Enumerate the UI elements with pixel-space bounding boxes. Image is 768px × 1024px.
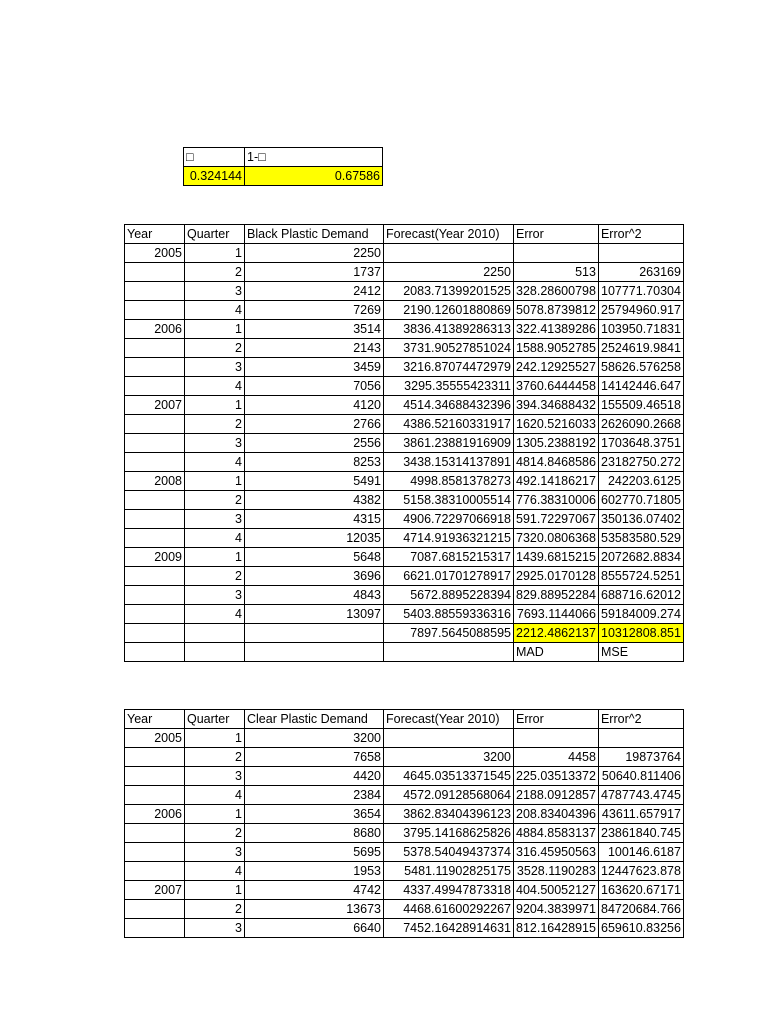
black-cell-demand[interactable]: 2766 [245, 415, 384, 434]
black-summary-empty-3[interactable] [245, 624, 384, 643]
black-cell-year[interactable] [125, 339, 185, 358]
mad-value-cell[interactable]: 2212.4862137 [514, 624, 599, 643]
black-cell-error[interactable]: 1439.6815215 [514, 548, 599, 567]
black-cell-year[interactable]: 2007 [125, 396, 185, 415]
clear-cell-year[interactable] [125, 748, 185, 767]
mad-label-cell[interactable]: MAD [514, 643, 599, 662]
black-cell-year[interactable]: 2008 [125, 472, 185, 491]
black-cell-year[interactable] [125, 529, 185, 548]
table-row [125, 415, 684, 434]
clear-cell-quarter[interactable]: 2 [185, 900, 245, 919]
black-cell-forecast[interactable]: 7087.6815215317 [384, 548, 514, 567]
clear-cell-error[interactable]: 2188.0912857 [514, 786, 599, 805]
black-cell-error[interactable]: 776.38310006 [514, 491, 599, 510]
black-cell-year[interactable] [125, 586, 185, 605]
black-cell-forecast[interactable]: 4714.91936321215 [384, 529, 514, 548]
clear-header-demand[interactable]: Clear Plastic Demand [245, 710, 384, 729]
black-cell-error-squared[interactable]: 107771.70304 [598, 282, 683, 301]
table-row [125, 881, 684, 900]
black-cell-demand[interactable]: 3459 [245, 358, 384, 377]
black-cell-quarter[interactable]: 2 [185, 567, 245, 586]
black-cell-quarter[interactable]: 1 [185, 472, 245, 491]
clear-cell-forecast[interactable]: 5378.54049437374 [384, 843, 514, 862]
clear-plastic-table [124, 709, 684, 938]
clear-cell-demand[interactable]: 7658 [245, 748, 384, 767]
black-cell-year[interactable]: 2006 [125, 320, 185, 339]
black-cell-demand[interactable]: 1737 [245, 263, 384, 282]
black-header-error[interactable]: Error [514, 225, 599, 244]
clear-cell-error-squared[interactable]: 84720684.766 [598, 900, 683, 919]
black-cell-demand[interactable]: 5491 [245, 472, 384, 491]
black-cell-error-squared[interactable]: 350136.07402 [598, 510, 683, 529]
clear-header-year[interactable]: Year [125, 710, 185, 729]
table-row [125, 244, 684, 263]
black-cell-year[interactable] [125, 377, 185, 396]
black-cell-quarter[interactable]: 2 [185, 491, 245, 510]
black-cell-error[interactable]: 7693.1144066 [514, 605, 599, 624]
black-cell-error[interactable]: 2925.0170128 [514, 567, 599, 586]
black-cell-error[interactable]: 242.12925527 [514, 358, 599, 377]
black-cell-error-squared[interactable]: 23182750.272 [598, 453, 683, 472]
black-cell-forecast[interactable] [384, 244, 514, 263]
black-cell-demand[interactable]: 2250 [245, 244, 384, 263]
table-row [125, 805, 684, 824]
black-cell-error[interactable]: 829.88952284 [514, 586, 599, 605]
clear-cell-quarter[interactable]: 4 [185, 862, 245, 881]
black-cell-year[interactable] [125, 358, 185, 377]
clear-cell-year[interactable]: 2005 [125, 729, 185, 748]
black-cell-year[interactable] [125, 434, 185, 453]
clear-cell-error-squared[interactable]: 19873764 [598, 748, 683, 767]
table-row [125, 396, 684, 415]
clear-cell-error[interactable]: 404.50052127 [514, 881, 599, 900]
table-row [125, 339, 684, 358]
table-row [125, 510, 684, 529]
black-label-empty-1[interactable] [125, 643, 185, 662]
black-cell-error[interactable]: 1620.5216033 [514, 415, 599, 434]
clear-cell-error-squared[interactable]: 50640.811406 [598, 767, 683, 786]
black-cell-demand[interactable]: 4120 [245, 396, 384, 415]
table-row [125, 843, 684, 862]
black-cell-quarter[interactable]: 2 [185, 263, 245, 282]
clear-cell-error[interactable]: 812.16428915 [514, 919, 599, 938]
next-forecast-cell[interactable]: 7897.5645088595 [384, 624, 514, 643]
black-cell-error-squared[interactable]: 59184009.274 [598, 605, 683, 624]
black-summary-empty-2[interactable] [185, 624, 245, 643]
clear-cell-demand[interactable]: 3654 [245, 805, 384, 824]
clear-cell-demand[interactable]: 3200 [245, 729, 384, 748]
black-cell-error[interactable]: 4814.8468586 [514, 453, 599, 472]
clear-cell-error-squared[interactable]: 163620.67171 [598, 881, 683, 900]
black-cell-year[interactable] [125, 415, 185, 434]
clear-cell-error-squared[interactable]: 12447623.878 [598, 862, 683, 881]
mse-value-cell[interactable]: 10312808.851 [598, 624, 683, 643]
clear-cell-demand[interactable]: 13673 [245, 900, 384, 919]
clear-header-row [125, 710, 684, 729]
black-cell-year[interactable] [125, 605, 185, 624]
black-cell-demand[interactable]: 4843 [245, 586, 384, 605]
clear-header-error-squared[interactable]: Error^2 [598, 710, 683, 729]
table-row [125, 377, 684, 396]
clear-cell-quarter[interactable]: 2 [185, 824, 245, 843]
black-header-quarter[interactable]: Quarter [185, 225, 245, 244]
black-label-row [125, 643, 684, 662]
black-cell-forecast[interactable]: 2250 [384, 263, 514, 282]
black-cell-year[interactable] [125, 567, 185, 586]
black-cell-quarter[interactable]: 4 [185, 377, 245, 396]
black-cell-quarter[interactable]: 1 [185, 548, 245, 567]
clear-cell-error[interactable]: 3528.1190283 [514, 862, 599, 881]
alpha-value-cell[interactable]: 0.324144 [184, 167, 245, 186]
clear-cell-forecast[interactable]: 4468.61600292267 [384, 900, 514, 919]
black-cell-error-squared[interactable]: 14142446.647 [598, 377, 683, 396]
clear-cell-quarter[interactable]: 3 [185, 767, 245, 786]
clear-cell-demand[interactable]: 2384 [245, 786, 384, 805]
table-row [125, 586, 684, 605]
black-plastic-table [124, 224, 684, 662]
black-cell-forecast[interactable]: 4998.8581378273 [384, 472, 514, 491]
clear-cell-quarter[interactable]: 1 [185, 805, 245, 824]
black-summary-row [125, 624, 684, 643]
black-cell-quarter[interactable]: 4 [185, 453, 245, 472]
black-cell-demand[interactable]: 4315 [245, 510, 384, 529]
clear-cell-error-squared[interactable]: 4787743.4745 [598, 786, 683, 805]
clear-cell-error[interactable]: 225.03513372 [514, 767, 599, 786]
clear-cell-year[interactable] [125, 767, 185, 786]
table-row [125, 263, 684, 282]
black-cell-demand[interactable]: 7269 [245, 301, 384, 320]
black-cell-error[interactable]: 3760.6444458 [514, 377, 599, 396]
clear-cell-year[interactable]: 2006 [125, 805, 185, 824]
black-cell-year[interactable] [125, 282, 185, 301]
black-cell-error-squared[interactable]: 602770.71805 [598, 491, 683, 510]
table-row [125, 567, 684, 586]
one-minus-alpha-header-cell[interactable]: 1-□ [245, 148, 383, 167]
clear-cell-demand[interactable]: 6640 [245, 919, 384, 938]
black-cell-error[interactable]: 328.28600798 [514, 282, 599, 301]
black-cell-forecast[interactable]: 4386.52160331917 [384, 415, 514, 434]
table-row [125, 548, 684, 567]
black-cell-forecast[interactable]: 6621.01701278917 [384, 567, 514, 586]
black-cell-error[interactable]: 1305.2388192 [514, 434, 599, 453]
table-row [125, 529, 684, 548]
table-row [125, 862, 684, 881]
black-cell-quarter[interactable]: 4 [185, 605, 245, 624]
black-cell-error[interactable]: 7320.0806368 [514, 529, 599, 548]
black-cell-forecast[interactable]: 3861.23881916909 [384, 434, 514, 453]
clear-cell-quarter[interactable]: 3 [185, 919, 245, 938]
smoothing-parameters-table [183, 147, 383, 186]
black-cell-forecast[interactable]: 5403.88559336316 [384, 605, 514, 624]
clear-cell-error-squared[interactable] [598, 729, 683, 748]
clear-cell-error-squared[interactable]: 659610.83256 [598, 919, 683, 938]
clear-cell-year[interactable] [125, 919, 185, 938]
table-row [125, 453, 684, 472]
table-row [125, 282, 684, 301]
black-cell-forecast[interactable]: 3216.87074472979 [384, 358, 514, 377]
clear-cell-quarter[interactable]: 4 [185, 786, 245, 805]
black-cell-forecast[interactable]: 4514.34688432396 [384, 396, 514, 415]
clear-cell-demand[interactable]: 4742 [245, 881, 384, 900]
black-cell-error[interactable]: 1588.9052785 [514, 339, 599, 358]
black-cell-year[interactable] [125, 263, 185, 282]
clear-header-error[interactable]: Error [514, 710, 599, 729]
black-cell-quarter[interactable]: 1 [185, 244, 245, 263]
black-cell-forecast[interactable]: 3836.41389286313 [384, 320, 514, 339]
black-cell-year[interactable]: 2009 [125, 548, 185, 567]
black-cell-quarter[interactable]: 4 [185, 301, 245, 320]
table-row [125, 320, 684, 339]
black-cell-forecast[interactable]: 4906.72297066918 [384, 510, 514, 529]
black-cell-error-squared[interactable]: 58626.576258 [598, 358, 683, 377]
clear-cell-forecast[interactable]: 7452.16428914631 [384, 919, 514, 938]
black-cell-error-squared[interactable]: 2072682.8834 [598, 548, 683, 567]
black-cell-quarter[interactable]: 3 [185, 434, 245, 453]
black-cell-error-squared[interactable]: 103950.71831 [598, 320, 683, 339]
clear-cell-demand[interactable]: 5695 [245, 843, 384, 862]
clear-cell-year[interactable] [125, 843, 185, 862]
clear-cell-forecast[interactable]: 5481.11902825175 [384, 862, 514, 881]
table-row [125, 729, 684, 748]
clear-cell-quarter[interactable]: 3 [185, 843, 245, 862]
black-label-empty-3[interactable] [245, 643, 384, 662]
clear-cell-error[interactable]: 4884.8583137 [514, 824, 599, 843]
clear-cell-year[interactable] [125, 862, 185, 881]
clear-cell-year[interactable] [125, 900, 185, 919]
black-cell-error-squared[interactable] [598, 244, 683, 263]
black-cell-quarter[interactable]: 2 [185, 339, 245, 358]
clear-cell-error-squared[interactable]: 100146.6187 [598, 843, 683, 862]
clear-cell-quarter[interactable]: 1 [185, 729, 245, 748]
mse-label-cell[interactable]: MSE [598, 643, 683, 662]
black-cell-error[interactable]: 492.14186217 [514, 472, 599, 491]
params-header-row [184, 148, 383, 167]
black-cell-demand[interactable]: 13097 [245, 605, 384, 624]
table-row [125, 900, 684, 919]
black-cell-error-squared[interactable]: 242203.6125 [598, 472, 683, 491]
black-header-demand[interactable]: Black Plastic Demand [245, 225, 384, 244]
black-cell-demand[interactable]: 4382 [245, 491, 384, 510]
black-cell-year[interactable]: 2005 [125, 244, 185, 263]
black-cell-demand[interactable]: 2556 [245, 434, 384, 453]
black-label-empty-4[interactable] [384, 643, 514, 662]
clear-cell-error[interactable] [514, 729, 599, 748]
black-cell-demand[interactable]: 2412 [245, 282, 384, 301]
alpha-header-cell[interactable]: □ [184, 148, 245, 167]
table-row [125, 767, 684, 786]
table-row [125, 301, 684, 320]
black-cell-error-squared[interactable]: 53583580.529 [598, 529, 683, 548]
clear-cell-error[interactable]: 316.45950563 [514, 843, 599, 862]
clear-cell-error[interactable]: 208.83404396 [514, 805, 599, 824]
black-cell-demand[interactable]: 3696 [245, 567, 384, 586]
black-cell-quarter[interactable]: 4 [185, 529, 245, 548]
black-cell-demand[interactable]: 5648 [245, 548, 384, 567]
black-cell-forecast[interactable]: 2190.12601880869 [384, 301, 514, 320]
black-cell-year[interactable] [125, 301, 185, 320]
black-summary-empty-1[interactable] [125, 624, 185, 643]
clear-cell-error-squared[interactable]: 43611.657917 [598, 805, 683, 824]
table-row [125, 358, 684, 377]
black-cell-quarter[interactable]: 1 [185, 396, 245, 415]
black-cell-quarter[interactable]: 3 [185, 510, 245, 529]
clear-cell-quarter[interactable]: 2 [185, 748, 245, 767]
black-header-forecast[interactable]: Forecast(Year 2010) [384, 225, 514, 244]
table-row [125, 919, 684, 938]
black-cell-error[interactable]: 5078.8739812 [514, 301, 599, 320]
clear-cell-year[interactable] [125, 824, 185, 843]
black-cell-error-squared[interactable]: 688716.62012 [598, 586, 683, 605]
black-cell-quarter[interactable]: 3 [185, 282, 245, 301]
black-cell-error-squared[interactable]: 155509.46518 [598, 396, 683, 415]
clear-cell-forecast[interactable]: 3795.14168625826 [384, 824, 514, 843]
table-row [125, 824, 684, 843]
clear-header-quarter[interactable]: Quarter [185, 710, 245, 729]
clear-cell-forecast[interactable] [384, 729, 514, 748]
black-cell-forecast[interactable]: 5158.38310005514 [384, 491, 514, 510]
one-minus-alpha-value-cell[interactable]: 0.67586 [245, 167, 383, 186]
clear-header-forecast[interactable]: Forecast(Year 2010) [384, 710, 514, 729]
black-cell-forecast[interactable]: 3731.90527851024 [384, 339, 514, 358]
black-cell-demand[interactable]: 3514 [245, 320, 384, 339]
black-cell-quarter[interactable]: 2 [185, 415, 245, 434]
params-value-row [184, 167, 383, 186]
black-label-empty-2[interactable] [185, 643, 245, 662]
clear-cell-year[interactable]: 2007 [125, 881, 185, 900]
table-row [125, 605, 684, 624]
black-header-row [125, 225, 684, 244]
black-cell-error-squared[interactable]: 1703648.3751 [598, 434, 683, 453]
black-cell-forecast[interactable]: 5672.8895228394 [384, 586, 514, 605]
black-cell-quarter[interactable]: 1 [185, 320, 245, 339]
clear-cell-forecast[interactable]: 4337.49947873318 [384, 881, 514, 900]
black-cell-error[interactable]: 591.72297067 [514, 510, 599, 529]
black-cell-demand[interactable]: 8253 [245, 453, 384, 472]
clear-cell-error[interactable]: 4458 [514, 748, 599, 767]
clear-cell-forecast[interactable]: 3862.83404396123 [384, 805, 514, 824]
table-row [125, 786, 684, 805]
clear-cell-error[interactable]: 9204.3839971 [514, 900, 599, 919]
black-cell-quarter[interactable]: 3 [185, 586, 245, 605]
black-cell-error[interactable]: 322.41389286 [514, 320, 599, 339]
black-cell-forecast[interactable]: 2083.71399201525 [384, 282, 514, 301]
table-row [125, 491, 684, 510]
table-row [125, 748, 684, 767]
clear-cell-quarter[interactable]: 1 [185, 881, 245, 900]
black-cell-forecast[interactable]: 3438.15314137891 [384, 453, 514, 472]
clear-cell-error-squared[interactable]: 23861840.745 [598, 824, 683, 843]
black-cell-error-squared[interactable]: 2524619.9841 [598, 339, 683, 358]
black-header-error-squared[interactable]: Error^2 [598, 225, 683, 244]
black-cell-year[interactable] [125, 491, 185, 510]
black-cell-year[interactable] [125, 510, 185, 529]
black-cell-error-squared[interactable]: 25794960.917 [598, 301, 683, 320]
black-cell-error-squared[interactable]: 8555724.5251 [598, 567, 683, 586]
black-cell-error-squared[interactable]: 263169 [598, 263, 683, 282]
clear-cell-demand[interactable]: 1953 [245, 862, 384, 881]
black-cell-error[interactable] [514, 244, 599, 263]
black-header-year[interactable]: Year [125, 225, 185, 244]
clear-cell-demand[interactable]: 4420 [245, 767, 384, 786]
clear-cell-forecast[interactable]: 4572.09128568064 [384, 786, 514, 805]
table-row [125, 434, 684, 453]
black-cell-demand[interactable]: 7056 [245, 377, 384, 396]
black-cell-year[interactable] [125, 453, 185, 472]
clear-cell-year[interactable] [125, 786, 185, 805]
black-cell-forecast[interactable]: 3295.35555423311 [384, 377, 514, 396]
clear-cell-demand[interactable]: 8680 [245, 824, 384, 843]
black-cell-demand[interactable]: 12035 [245, 529, 384, 548]
clear-cell-forecast[interactable]: 3200 [384, 748, 514, 767]
black-cell-demand[interactable]: 2143 [245, 339, 384, 358]
black-cell-error[interactable]: 513 [514, 263, 599, 282]
black-cell-error[interactable]: 394.34688432 [514, 396, 599, 415]
black-cell-quarter[interactable]: 3 [185, 358, 245, 377]
clear-cell-forecast[interactable]: 4645.03513371545 [384, 767, 514, 786]
black-cell-error-squared[interactable]: 2626090.2668 [598, 415, 683, 434]
table-row [125, 472, 684, 491]
